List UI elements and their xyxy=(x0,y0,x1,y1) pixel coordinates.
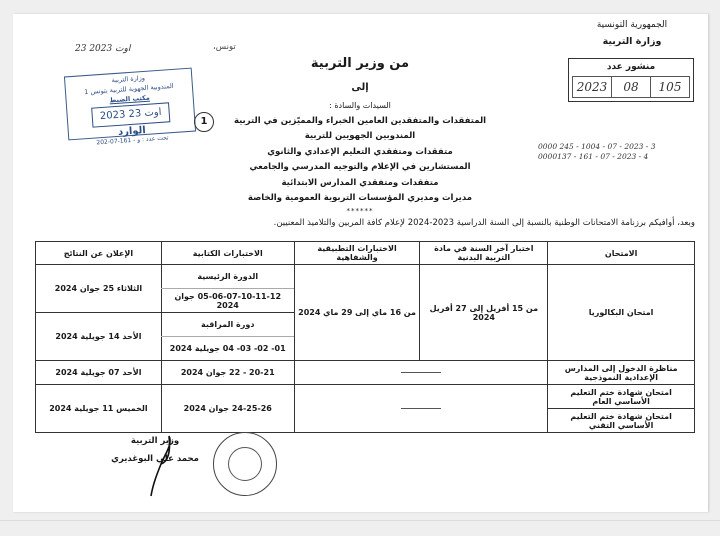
recipient: مديرات ومديري المؤسسات التربوية العمومية والخاصة xyxy=(247,193,473,203)
stamp-circle-number: 1 xyxy=(194,112,214,132)
handwritten-ref-1: 0000 245 - 1004 - 07 - 2023 - 3 xyxy=(538,142,656,151)
letter-date: 23 اوت 2023 xyxy=(75,44,131,54)
salutation: السيدات والسادة : xyxy=(329,101,391,110)
intro-paragraph: وبعد، أوافيكم برزنامة الامتحانات الوطنية بالنسبة إلى السنة الدراسية 2023-2024 لإعلام كافة المربين والتلاميذ المعنيين. xyxy=(273,218,695,228)
signatory-title: وزير التربية xyxy=(130,436,180,446)
circular-month: 08 xyxy=(612,77,651,97)
bac-control-session-dates: 01- 02- 03- 04 جويلية 2024 xyxy=(161,337,294,361)
stamp-date: 2023 اوت 23 xyxy=(91,102,170,127)
received-stamp xyxy=(64,68,196,147)
circular-year: 2023 xyxy=(573,77,612,97)
bac-practical-cell: من 16 ماي إلى 29 ماي 2024 xyxy=(294,265,420,361)
col-header-results: الإعلان عن النتائج xyxy=(36,242,162,265)
bac-control-results: الأحد 14 جويلية 2024 xyxy=(36,313,162,361)
ministry-label: وزارة التربية xyxy=(602,36,662,47)
table-header-row xyxy=(36,242,695,265)
table-row xyxy=(36,385,695,409)
col-header-practical: الاختبارات التطبيقية والشفاهية xyxy=(294,242,420,265)
bac-pe-cell: من 15 أفريل إلى 27 أفريل 2024 xyxy=(420,265,548,361)
separator-stars: ****** xyxy=(346,206,374,215)
circular-number-box xyxy=(568,58,694,102)
stamp-footer: تحت عدد : و - 161-07-202 xyxy=(96,134,169,147)
pioneer-results-cell: الأحد 07 جويلية 2024 xyxy=(36,361,162,385)
bac-control-session-label: دورة المراقبة xyxy=(161,313,294,337)
basic-written-cell: 24-25-26 جوان 2024 xyxy=(161,385,294,433)
basic-na-cell xyxy=(294,385,548,433)
bac-main-session-dates: 05-06-07-10-11-12 جوان 2024 xyxy=(161,289,294,313)
not-applicable-dash xyxy=(401,408,441,409)
page-edge xyxy=(0,520,720,521)
recipient: المتفقدات والمتفقدين العامين الخبراء والمميّزين في التربية xyxy=(233,115,487,126)
recipient: متفقدات ومتفقدي المدارس الابتدائية xyxy=(281,177,439,188)
stamp-ministry: وزارة التربية xyxy=(111,73,146,85)
pioneer-written-cell: 20-21 - 22 جوان 2024 xyxy=(161,361,294,385)
exam-schedule-table xyxy=(35,241,695,433)
republic-label: الجمهورية التونسية xyxy=(596,20,668,30)
letter-title: من وزير التربية xyxy=(310,56,410,71)
table-row xyxy=(36,265,695,289)
circular-number xyxy=(572,76,690,98)
recipient: المستشارين في الإعلام والتوجيه المدرسي والجامعي xyxy=(249,162,471,172)
circular-label: منشور عدد xyxy=(606,62,656,72)
stamp-office: مكتب الضبط xyxy=(109,93,151,105)
to-label: إلى xyxy=(351,82,369,93)
basic-general-exam-cell: امتحان شهادة ختم التعليم الأساسي العام xyxy=(548,385,695,409)
city-label: تونس، xyxy=(213,42,236,52)
recipient: متفقدات ومتفقدي التعليم الإعدادي والثانوي xyxy=(267,146,453,157)
pioneer-na-cell xyxy=(294,361,548,385)
col-header-written: الاختبارات الكتابية xyxy=(161,242,294,265)
col-header-exam: الامتحان xyxy=(548,242,695,265)
circular-index: 105 xyxy=(658,80,682,94)
col-header-pe: اختبار آخر السنة في مادة التربية البدنية xyxy=(420,242,548,265)
recipient: المندوبين الجهويين للتربية xyxy=(304,131,416,141)
bac-main-session-label: الدورة الرئيسية xyxy=(161,265,294,289)
pioneer-exam-cell: مناظرة الدخول إلى المدارس الإعدادية النموذجية xyxy=(548,361,695,385)
recipients-block xyxy=(200,98,520,215)
table-row xyxy=(36,361,695,385)
bac-main-results: الثلاثاء 25 جوان 2024 xyxy=(36,265,162,313)
bac-exam-cell: امتحان البكالوريا xyxy=(548,265,695,361)
signatory-name: محمد علي البوغديري xyxy=(111,454,199,464)
handwritten-signature-icon xyxy=(145,434,175,498)
stamp-label: الوارد xyxy=(117,124,147,138)
basic-technical-exam-cell: امتحان شهادة ختم التعليم الأساسي التقني xyxy=(548,409,695,433)
basic-results-cell: الخميس 11 جويلية 2024 xyxy=(36,385,162,433)
not-applicable-dash xyxy=(401,372,441,373)
stamp-directorate: المندوبية الجهوية للتربية بتونس 1 xyxy=(84,81,174,97)
official-seal-icon xyxy=(213,432,277,496)
handwritten-ref-2: 0000137 - 161 - 07 - 2023 - 4 xyxy=(538,152,649,161)
ministry-header xyxy=(562,20,702,47)
